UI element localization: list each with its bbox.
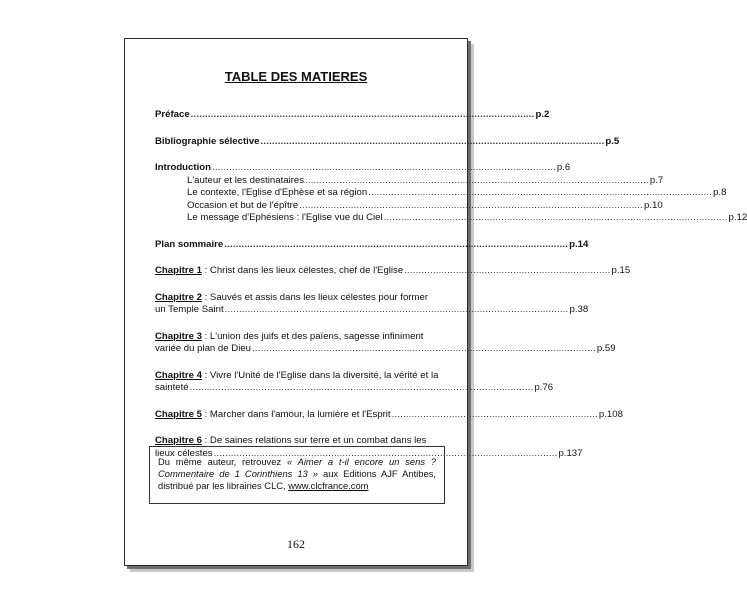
toc-chapter-4: Chapitre 4 : Vivre l'Unité de l'Eglise dans la diversité, la vérité et la sainteté ........................................................................................................................ p.76 — [155, 369, 554, 393]
toc-page: p.76 — [534, 382, 554, 393]
toc-page: p.12 — [728, 212, 747, 223]
toc-chapter-3: Chapitre 3 : L'union des juifs et des païens, sagesse infiniment variée du plan de Dieu ........................................................................................................................ p.59 — [155, 330, 616, 354]
toc-chapter-1: Chapitre 1 : Christ dans les lieux célestes, chef de l'Eglise ........................................................................ p.15 — [155, 265, 631, 276]
note-book-title: « Aimer a t-il encore un sens ? Commentaire de 1 Corinthiens 13 » — [158, 456, 437, 479]
chapter-title: : Marcher dans l'amour, la lumière et l'Esprit — [201, 408, 391, 420]
toc-page: p.8 — [713, 187, 727, 198]
toc-subentry: Le contexte, l'Eglise d'Ephèse et sa région ........................................................................................................................ p.8 — [187, 187, 727, 198]
toc-page: p.137 — [558, 447, 583, 459]
toc-page: p.7 — [649, 174, 664, 186]
chapter-title-cont: lieux célestes — [155, 447, 213, 459]
toc-label: L'auteur et les destinataires — [187, 174, 305, 186]
toc-chapter-2: Chapitre 2 : Sauvés et assis dans les lieux célestes pour former un Temple Saint ........................................................................................................................ p.38 — [155, 291, 589, 315]
toc-subentry: L'auteur et les destinataires ........................................................................................................................ p.7 — [187, 174, 664, 186]
toc-chapter-5: Chapitre 5 : Marcher dans l'amour, la lumière et l'Esprit ........................................................................ p.108 — [155, 408, 623, 420]
note-text: Du même auteur, retrouvez — [158, 456, 287, 467]
toc-page: p.38 — [569, 304, 589, 315]
toc-label: Bibliographie sélective — [155, 135, 260, 147]
table-of-contents — [155, 109, 747, 460]
toc-page: p.5 — [605, 135, 620, 147]
chapter-title: : Christ dans les lieux célestes, chef de l'Eglise — [201, 265, 404, 276]
toc-label: Plan sommaire — [155, 238, 224, 250]
toc-page: p.15 — [611, 265, 631, 276]
chapter-label: Chapitre 4 — [155, 369, 202, 381]
toc-label: Préface — [155, 109, 190, 120]
toc-label: Le message d'Ephésiens : l'Eglise vue du Ciel — [187, 212, 383, 223]
toc-subentry: Le message d'Ephésiens : l'Eglise vue du Ciel ........................................................................................................................ p.12 — [187, 212, 747, 223]
toc-page: p.59 — [596, 343, 616, 354]
chapter-title: : Sauvés et assis dans les lieux célestes pour former — [201, 291, 429, 303]
chapter-label: Chapitre 5 — [155, 408, 202, 420]
page-title: TABLE DES MATIERES — [224, 69, 368, 84]
toc-page: p.6 — [556, 162, 571, 173]
book-page — [124, 38, 747, 566]
chapter-title: : L'union des juifs et des païens, sagesse infiniment — [201, 330, 424, 342]
toc-entry-preface: Préface ........................................................................................................................ p.2 — [155, 109, 550, 120]
chapter-title: : De saines relations sur terre et un combat dans les — [201, 435, 427, 446]
chapter-title: : Vivre l'Unité de l'Eglise dans la diversité, la vérité et la — [201, 369, 439, 381]
toc-entry-introduction: Introduction ........................................................................................................................ p.6 — [155, 162, 571, 173]
chapter-title-cont: variée du plan de Dieu — [155, 343, 252, 354]
page-number: 162 — [287, 537, 305, 551]
toc-page: p.14 — [569, 238, 589, 250]
toc-entry-bibliographie: Bibliographie sélective ........................................................................................................................ p.5 — [155, 135, 620, 147]
toc-subentry: Occasion et but de l'épître ........................................................................................................................ p.10 — [187, 199, 663, 211]
toc-label: Introduction — [155, 162, 211, 173]
website-link[interactable]: www.clcfrance.com — [288, 480, 369, 491]
toc-label: Le contexte, l'Eglise d'Ephèse et sa région — [187, 187, 368, 198]
chapter-label: Chapitre 1 — [155, 265, 202, 276]
toc-chapter-6: Chapitre 6 : De saines relations sur terre et un combat dans les lieux célestes ........................................................................................................................ p.137 — [155, 435, 583, 459]
toc-page: p.10 — [644, 199, 663, 211]
toc-label: Occasion et but de l'épître — [187, 199, 299, 211]
author-note-box — [149, 446, 445, 504]
toc-entry-plan-sommaire: Plan sommaire ........................................................................................................................ p.14 — [155, 238, 589, 250]
chapter-title-cont: sainteté — [155, 382, 189, 393]
chapter-label: Chapitre 2 — [155, 291, 202, 303]
toc-page: p.108 — [598, 408, 623, 420]
chapter-title-cont: un Temple Saint — [155, 304, 224, 315]
chapter-label: Chapitre 6 — [155, 435, 202, 446]
note-text-cont: aux Editions AJF Antibes, distribué par les librairies CLC, — [158, 468, 436, 491]
toc-page: p.2 — [535, 109, 550, 120]
chapter-label: Chapitre 3 — [155, 330, 202, 342]
